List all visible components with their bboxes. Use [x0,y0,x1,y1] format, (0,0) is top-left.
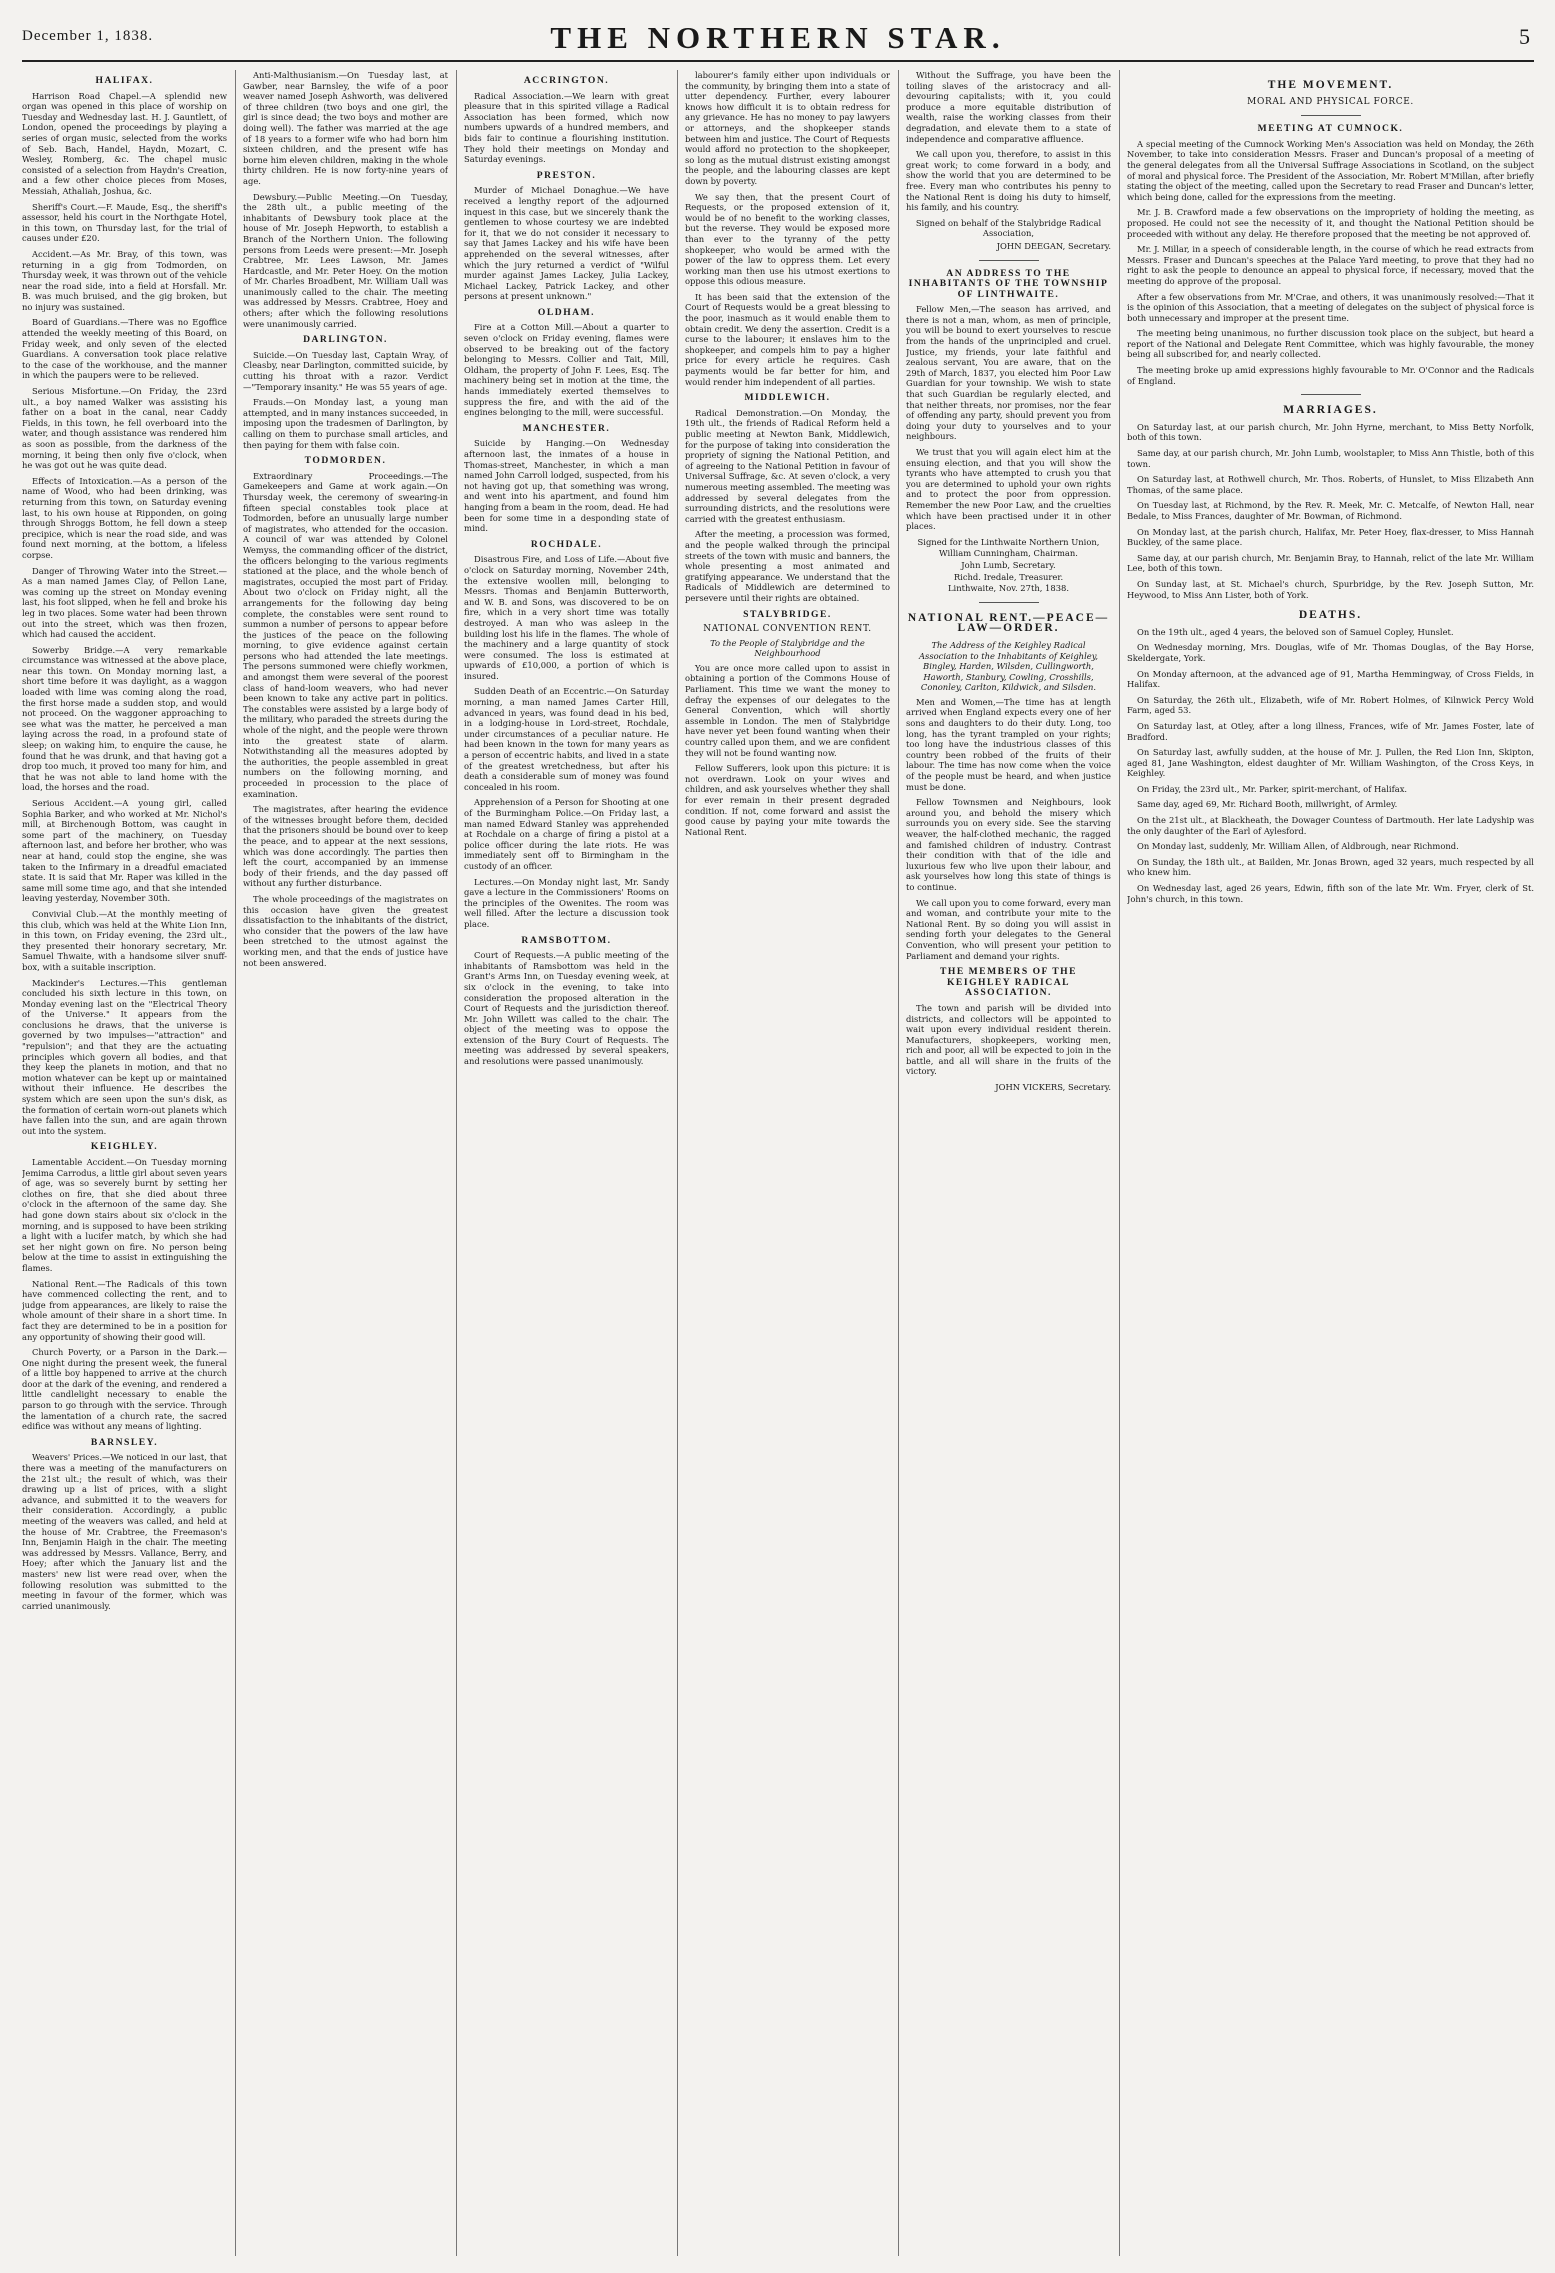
section-heading-keighley: KEIGHLEY. [90,1141,159,1153]
article-paragraph: National Rent.—The Radicals of this town have commenced collecting the rent, and to judge from appearances, are likely to raise the whole amount of their share in a short time. In fact they are determined to be in a position for any opportunity of showing their good will. [22,1278,227,1342]
article-paragraph: A special meeting of the Cumnock Working Men's Association was held on Monday, the 26th November, to take into consideration Messrs. Fraser and Duncan's proposal of a meeting of the general delegates from all the Universal Suffrage Associations in Scotland, on the subject of moral and physical force. The President of the Association, Mr. Robert M'Millan, after briefly stating the object of the meeting, called upon the Secretary to read Fraser and Duncan's letter, which being done, called for the expressions from the meeting. [1127,138,1534,202]
subheading-convention-rent: NATIONAL CONVENTION RENT. [703,624,872,635]
article-paragraph: Board of Guardians.—There was no Egoffice attended the weekly meeting of this Board, on Friday week, and only seven of the elected Guardians. A conversation took place relative to the case of the workhouse, and the manner in which the paupers were to be relieved. [22,317,227,381]
article-paragraph: Harrison Road Chapel.—A splendid new organ was opened in this place of worship on Tuesday and Wednesday last. H. J. Gauntlett, of London, opened the proceedings by playing a series of organ music, selected from the works of Seb. Bach, Handel, Haydn, Mozart, C. Wesley, Romberg, &c. The chapel music consisted of a selection from Haydn's Creation, and a few other choice pieces from Moses, Messiah, Athaliah, Joshua, &c. [22,90,227,196]
address-line: The Address of the Keighley Radical Association to the Inhabitants of Keighley, Bingley, Harden, Wilsden, Cullingworth, Haworth, Stanbury, Cowling, Crosshills, Cononley, Carlton, Kildwick, and Silsden. [919,639,1098,693]
section-heading-accrington: ACCRINGTON. [523,75,610,86]
section-heading-barnsley: BARNSLEY. [90,1436,159,1448]
section-heading-manchester: MANCHESTER. [522,422,611,434]
subheading-moral-physical: MORAL AND PHYSICAL FORCE. [1247,96,1414,107]
article-paragraph: Radical Association.—We learn with great pleasure that in this spirited village a Radical Association has been formed, which now numbers upwards of a hundred members, and bids fair to continue a flourishing institution. They hold their meetings on Monday and Saturday evenings. [464,90,669,165]
section-heading-marriages: MARRIAGES. [1283,404,1378,417]
article-paragraph: Church Poverty, or a Parson in the Dark.—One night during the present week, the funeral of a little boy happened to arrive at the church door at the dark of the evening, and rendered a little candlelight necessary to enable the parson to go through with the service. Through the lamentation of a church rate, the sacred edifice was without any means of lighting. [22,1347,227,1432]
article-paragraph: The meeting broke up amid expressions highly favourable to Mr. O'Connor and the Radicals of England. [1127,365,1534,386]
article-paragraph: Without the Suffrage, you have been the toiling slaves of the aristocracy and all-devouring capitalists; with it, you could produce a more equitable distribution of wealth, raise the working classes from their degradation, and elevate them to a state of independence and comparative affluence. [906,70,1111,144]
section-heading-preston: PRESTON. [536,169,597,181]
signature-name: John Lumb, Secretary. [961,559,1056,570]
article-paragraph: Men and Women,—The time has at length arrived when England expects every one of her sons and daughters to do their duty. Long, too long, has the tyrant trampled on your rights; too long have the industrious classes of this country been robbed of the fruits of their labour. The time has now come when the voice of the people must be heard, and when justice must be done. [906,696,1111,792]
masthead [22,18,1534,62]
notice-paragraph: On Monday last, at the parish church, Halifax, Mr. Peter Hoey, flax-dresser, to Miss Hannah Buckley, of the same place. [1127,526,1534,548]
notice-paragraph: On Friday, the 23rd ult., Mr. Parker, spirit-merchant, of Halifax. [1137,783,1408,794]
section-heading-linthwaite-address: AN ADDRESS TO THE INHABITANTS OF THE TOWNSHIP OF LINTHWAITE. [908,267,1109,300]
column-4 [685,70,890,2256]
notice-paragraph: On Monday last, suddenly, Mr. William Allen, of Aldbrough, near Richmond. [1137,841,1459,852]
notice-paragraph: On the 19th ult., aged 4 years, the beloved son of Samuel Copley, Hunslet. [1137,626,1454,637]
signature-name: Richd. Iredale, Treasurer. [953,571,1064,582]
issue-date: December 1, 1838. [22,28,154,44]
column-rule [677,70,678,2256]
divider [979,602,1039,603]
article-paragraph: Effects of Intoxication.—As a person of the name of Wood, who had been drinking, was returning from this town, on Saturday evening last, to his own house at Ripponden, on going through Shroggs Bottom, he fell down a steep precipice, which is near the road side, and was found next morning, at the bottom, a lifeless corpse. [22,475,227,560]
notice-paragraph: Same day, at our parish church, Mr. Benjamin Bray, to Hannah, relict of the late Mr. William Lee, both of this town. [1127,552,1534,574]
notice-paragraph: On Saturday last, awfully sudden, at the house of Mr. J. Pullen, the Red Lion Inn, Skipton, aged 81, Jane Washington, eldest daughter of Mr. William Washington, of the Cross Keys, in Keighley. [1127,747,1534,779]
article-paragraph: The town and parish will be divided into districts, and collectors will be appointed to wait upon every individual resident therein. Manufacturers, shopkeepers, working men, rich and poor, all will be expected to join in the battle, and all will share in the fruits of the victory. [906,1002,1111,1077]
article-paragraph: Fellow Men,—The season has arrived, and there is not a man, whom, as men of principle, you will be bound to exert yourselves to rescue from the hands of the unprincipled and cruel. Justice, my friends, your late faithful and zealous servant, You are aware, that on the 29th of March, 1837, you elected him Poor Law Guardian for your township. We wish to state that such Guardian be regularly elected, and that neither threats, nor promises, nor the fear of offending any party, should prevent you from doing your duty to yourselves and to your neighbours. [906,304,1111,442]
column-rule [898,70,899,2256]
article-paragraph: Frauds.—On Monday last, a young man attempted, and in many instances succeeded, in imposing upon the tradesmen of Darlington, by calling on them to purchase small articles, and then paying for them with false coin. [243,397,448,450]
article-paragraph: Suicide by Hanging.—On Wednesday afternoon last, the inmates of a house in Thomas-street, Manchester, in which a man named John Carroll lodged, suspected, from his not having got up, that something was wrong, and went into his apartment, and found him hanging from a beam in the room, dead. He had been for some time in a desponding state of mind. [464,438,669,534]
section-heading-ramsbottom: RAMSBOTTOM. [521,934,612,946]
article-paragraph: Mackinder's Lectures.—This gentleman concluded his sixth lecture in this town, on Monday evening last on the "Electrical Theory of the Universe." It appears from the conclusions he draws, that the universe is governed by two impulses—"attraction" and "repulsion"; and that they are the actuating principles which govern all bodies, and that they keep the planets in motion, and that no motion whatever can be kept up or maintained without their influence. He describes the system which are seen upon the sun's disk, as the formation of certain worn-out planets which have fallen into the sun, and are again thrown out into the system. [22,977,227,1136]
article-paragraph: Anti-Malthusianism.—On Tuesday last, at Gawber, near Barnsley, the wife of a poor weaver named Joseph Ashworth, was delivered of three children (two boys and one girl, the girl is since dead; the two boys and mother are doing well). The father was married at the age of 18 years to a former wife who had born him sixteen children, and the present wife has borne him eleven children, making in the whole thirty children. He is now forty-nine years of age. [243,70,448,186]
article-paragraph: Serious Misfortune.—On Friday, the 23rd ult., a boy named Walker was assisting his father on a boat in the canal, near Caddy Fields, in this town, he fell overboard into the water, and though assistance was rendered him as soon as possible, from the darkness of the morning, it being then only five o'clock, when he was got out he was quite dead. [22,386,227,471]
signature-date: Linthwaite, Nov. 27th, 1838. [947,583,1070,594]
address-line: To the People of Stalybridge and the Neighbourhood [710,637,865,659]
article-paragraph: Apprehension of a Person for Shooting at one of the Burmingham Police.—On Friday last, a man named Edward Stanley was apprehended at Rochdale on a charge of firing a pistol at a police officer during the late riots. He was immediately sent off to Birmingham in the custody of an officer. [464,797,669,871]
article-paragraph: Disastrous Fire, and Loss of Life.—About five o'clock on Saturday morning, November 24th, the extensive woollen mill, belonging to Messrs. Thomas and Benjamin Butterworth, and W. B. and Sons, was discovered to be on fire, which in a very short time was totally destroyed. A man who was asleep in the building lost his life in the flames. The whole of the machinery and a large quantity of stock were consumed. The loss is estimated at upwards of £10,000, a portion of which is insured. [464,554,669,681]
notice-paragraph: On the 21st ult., at Blackheath, the Dowager Countess of Dartmouth. Her late Ladyship was the only daughter of the Earl of Aylesford. [1127,815,1534,836]
notice-paragraph: On Saturday last, at Rothwell church, Mr. Thos. Roberts, of Hunslet, to Miss Elizabeth Ann Thomas, of the same place. [1127,474,1534,495]
section-heading-halifax: HALIFAX. [95,75,154,86]
notice-paragraph: On Saturday, the 26th ult., Elizabeth, wife of Mr. Robert Holmes, of Kilnwick Percy Wold Farm, aged 53. [1127,694,1534,716]
section-heading-cumnock: MEETING AT CUMNOCK. [1257,123,1404,135]
article-paragraph: Radical Demonstration.—On Monday, the 19th ult., the friends of Radical Reform held a public meeting at Newton Bank, Middlewich, for the purpose of taking into consideration the propriety of signing the National Petition, and of agreeing to the National Petition in favour of Universal Suffrage, &c. At seven o'clock, a very numerous meeting assembled. The meeting was addressed by several delegates from the surrounding districts, and the resolutions were carried with the greatest enthusiasm. [685,407,890,524]
section-heading-movement: THE MOVEMENT. [1267,79,1394,91]
article-paragraph: The meeting being unanimous, no further discussion took place on the subject, but heard a report of the National and Delegate Rent Committee, which was highly favourable, the money being all subscribed for, and nearly collected. [1127,328,1534,360]
divider [979,260,1039,261]
section-heading-deaths: DEATHS. [1298,609,1363,622]
section-heading-rochdale: ROCHDALE. [530,538,603,550]
article-paragraph: It has been said that the extension of the Court of Requests would be a great blessing to the poor, inasmuch as it would enable them to obtain credit. We deny the assertion. Credit is a curse to the labourer; it enslaves him to the shopkeeper, and compels him to pay a higher price for every article he requires. Cash payments would be far better for him, and would render him independent of all parties. [685,291,890,387]
article-paragraph: The magistrates, after hearing the evidence of the witnesses brought before them, decided that the prisoners should be bound over to keep the peace, and to appear at the next sessions, which was done accordingly. The parties then left the court, accompanied by an immense body of their friends, and the day passed off without any further disturbance. [243,804,448,889]
article-paragraph: Serious Accident.—A young girl, called Sophia Barker, and who worked at Mr. Nichol's mill, at Birchenough Bottom, was caught in some part of the machinery, on Tuesday afternoon last, and before her brother, who was near at hand, could stop the engine, she was taken to the Infirmary in a dreadful emaciated state. It is said that Mr. Raper was killed in the same mill some time ago, and that she intended leaving yesterday, November 30th. [22,798,227,904]
section-heading-national-rent: NATIONAL RENT.—PEACE—LAW—ORDER. [907,611,1110,635]
signature-name: William Cunningham, Chairman. [939,548,1078,559]
notice-paragraph: On Wednesday morning, Mrs. Douglas, wife of Mr. Thomas Douglas, of the Bay Horse, Skeldergate, York. [1127,642,1534,663]
article-paragraph: Fellow Sufferers, look upon this picture: it is not overdrawn. Look on your wives and children, and ask yourselves whether they shall for ever remain in their present degraded condition. If not, come forward and assist the good cause by paying your mite towards the National Rent. [685,763,890,837]
signature-name: JOHN VICKERS, Secretary. [995,1082,1111,1093]
column-2 [243,70,448,2256]
section-heading-middlewich: MIDDLEWICH. [744,392,831,404]
column-3 [464,70,669,2256]
article-paragraph: Dewsbury.—Public Meeting.—On Tuesday, the 28th ult., a public meeting of the inhabitants of Dewsbury took place at the house of Mr. Joseph Hepworth, to establish a Branch of the Northern Union. The following persons from Leeds were present:—Mr. Joseph Crabtree, Mr. Lees Lawson, Mr. James Hardcastle, and Mr. Peter Hoey. On the motion of Mr. Charles Broadbent, Mr. William Uall was unanimously called to the chair. The meeting was addressed by Messrs. Crabtree, Hoey and others; after which the following resolutions were unanimously carried. [243,191,448,329]
article-paragraph: Sowerby Bridge.—A very remarkable circumstance was witnessed at the above place, near this town. On Monday morning last, a short time before it was daylight, as a waggon loaded with lime was coming along the road, the first horse made a sudden stop, and would not proceed. On the waggoner approaching to see what was the matter, he perceived a man laying across the road, in a profound state of sleep; on waking him, to enquire the cause, he found that he was drunk, and that having got a drop too much, it proved too many for him, and that he was not able to land home with the load, the horses and the road. [22,644,227,793]
notice-paragraph: On Sunday last, at St. Michael's church, Spurbridge, by the Rev. Joseph Sutton, Mr. Heywood, to Miss Ann Lister, both of York. [1127,578,1534,600]
article-paragraph: We call upon you to come forward, every man and woman, and contribute your mite to the National Rent. By so doing you will assist in sending forth your delegates to the General Convention, who will present your petition to Parliament and demand your rights. [906,897,1111,961]
article-paragraph: Court of Requests.—A public meeting of the inhabitants of Ramsbottom was held in the Grant's Arms Inn, on Tuesday evening week, at six o'clock in the evening, to take into consideration the proposed alteration in the Court of Requests and the jurisdiction thereof. Mr. John Willett was called to the chair. The object of the meeting was to oppose the extension of the Bury Court of Requests. The meeting was addressed by several speakers, and resolutions were passed unanimously. [464,950,669,1067]
newspaper-title: THE NORTHERN STAR. [550,20,1006,55]
divider [1301,394,1361,395]
article-paragraph: Mr. J. Millar, in a speech of considerable length, in the course of which he read extracts from Messrs. Fraser and Duncan's speeches at the Palace Yard meeting, to prove that they had no right to ask the people to denounce an appeal to physical force, if necessary, moved that the meeting do approve of the proposal. [1127,244,1534,286]
article-paragraph: Sudden Death of an Eccentric.—On Saturday morning, a man named James Carter Hill, advanced in years, was found dead in his bed, in a lodging-house in Lord-street, Rochdale, under circumstances of a peculiar nature. He had been known in the town for many years as a person of eccentric habits, and lived in a state of the greatest wretchedness, but after his death a considerable sum of money was found concealed in his room. [464,686,669,792]
column-rule [235,70,236,2256]
notice-paragraph: On Sunday, the 18th ult., at Bailden, Mr. Jonas Brown, aged 32 years, much respected by all who knew him. [1127,856,1534,878]
column-rule [1119,70,1120,2256]
section-heading-oldham: OLDHAM. [537,306,596,318]
signature-name: JOHN DEEGAN, Secretary. [996,240,1111,251]
column-rule [456,70,457,2256]
article-paragraph: Extraordinary Proceedings.—The Gamekeepers and Game at work again.—On Thursday week, the ceremony of swearing-in fifteen special constables took place at Todmorden, before an unusually large number of magistrates, who attended for the occasion. A council of war was attended by Colonel Wemyss, the commanding officer of the district, the officers belonging to the various regiments stationed at the place, and the whole bench of magistrates, occupied the most part of Friday. About two o'clock on Friday night, all the arrangements for the following day being complete, the constables were sent round to summon a number of persons to appear before the justices of the peace on the following morning, to give evidence against certain persons who had attended the late meetings. The persons summoned were chiefly workmen, and amongst them were several of the poorest class of hand-loom weavers, who had never been known to take any active part in politics. The constables were assisted by a large body of the military, who paraded the streets during the whole of the night, and the people were thrown into the greatest state of alarm. Notwithstanding all the measures adopted by the authorities, the people assembled in great numbers on the following morning, and proceeded in procession to the place of examination. [243,470,448,799]
article-paragraph: We say then, that the present Court of Requests, or the proposed extension of it, would be of no benefit to the working classes, but the reverse. They would be exposed more than ever to the tyranny of the petty shopkeeper, who would be armed with the power of the law to oppress them. Let every working man then use his utmost exertions to oppose this odious measure. [685,191,890,287]
article-paragraph: We call upon you, therefore, to assist in this great work; to come forward in a body, and show the world that you are determined to be free. Every man who contributes his penny to the National Rent is doing his duty to himself, his family, and his country. [906,149,1111,213]
article-paragraph: Fellow Townsmen and Neighbours, look around you, and behold the misery which surrounds you on every side. See the starving weaver, the half-clothed mechanic, the ragged and famished children of industry. Contrast their condition with that of the idle and luxurious few who live upon their labour, and ask yourselves how long this state of things is to continue. [906,797,1111,892]
notice-paragraph: Same day, at our parish church, Mr. John Lumb, woolstapler, to Miss Ann Thistle, both of this town. [1127,448,1534,469]
article-paragraph: You are once more called upon to assist in obtaining a portion of the Commons House of Parliament. This time we want the money to defray the expenses of our delegates to the General Convention, which will shortly assemble in London. The men of Stalybridge have never yet been found wanting when their country called upon them, and we are confident they will not be found wanting now. [685,662,890,758]
page-number: 5 [1519,24,1530,49]
article-paragraph: labourer's family either upon individuals or the community, by bringing them into a state of utter dependency. Further, every labourer knows how difficult it is to obtain redress for any grievance. He has no money to pay lawyers or attorneys, and the shopkeeper stands between him and justice. The Court of Requests would afford no protection to the shopkeeper, so long as the mutual distrust existing amongst the people, and the labouring classes are kept down by poverty. [685,70,890,186]
notice-paragraph: On Tuesday last, at Richmond, by the Rev. R. Meek, Mr. C. Metcalfe, of Newton Hall, near Bedale, to Miss Frances, daughter of Mr. Bowman, of Richmond. [1127,500,1534,521]
section-heading-stalybridge: STALYBRIDGE. [743,608,832,620]
article-paragraph: Weavers' Prices.—We noticed in our last, that there was a meeting of the manufacturers on the 21st ult.; the result of which, was their drawing up a list of prices, with a slight advance, and submitted it to the weavers for their consideration. Accordingly, a public meeting of the weavers was called, and held at the house of Mr. Crabtree, the Freemason's Inn, Benjamin Haigh in the chair. The meeting was addressed by Messrs. Vallance, Berry, and Hoey; after which the January list and the masters' new list were read over, when the following resolution was submitted to the meeting in favour of the former, which was carried unanimously. [22,1452,227,1611]
notice-paragraph: On Monday afternoon, at the advanced age of 91, Martha Hemmingway, of Cross Fields, in Halifax. [1127,668,1534,690]
divider [1301,115,1361,116]
article-paragraph: The whole proceedings of the magistrates on this occasion have given the greatest dissatisfaction to the inhabitants of the district, who consider that the powers of the law have been stretched to the utmost against the working men, and that the ends of justice have not been answered. [243,893,448,968]
article-paragraph: After a few observations from Mr. M'Crae, and others, it was unanimously resolved:—That it is the opinion of this Association, that a meeting of delegates on the subject of physical force is both unnecessary and improper at the present time. [1127,291,1534,323]
notice-paragraph: On Saturday last, at our parish church, Mr. John Hyrne, merchant, to Miss Betty Norfolk, both of this town. [1127,421,1534,443]
article-paragraph: Sheriff's Court.—F. Maude, Esq., the sheriff's assessor, held his court in the Northgate Hotel, in this town, on Thursday last, for the trial of causes under £20. [22,201,227,244]
article-paragraph: Danger of Throwing Water into the Street.—As a man named James Clay, of Pellon Lane, was coming up the street on Monday evening last, his foot slipped, when he fell and broke his leg in two places. Some water had been thrown out into the street, which was then frozen, which had caused the accident. [22,565,227,640]
article-paragraph: We trust that you will again elect him at the ensuing election, and that you will show the tyrants who have attempted to crush you that you are determined to uphold your own rights and to protect the poor from oppression. Remember the new Poor Law, and the cruelties which have been practised under it in other places. [906,447,1111,532]
notice-paragraph: On Saturday last, at Otley, after a long illness, Frances, wife of Mr. James Foster, late of Bradford. [1127,720,1534,742]
article-paragraph: Convivial Club.—At the monthly meeting of this club, which was held at the White Lion Inn, in this town, on Friday evening, the 23rd ult., they presented their honorary secretary, Mr. Samuel Thwaite, with a handsome silver snuff-box, with a suitable inscription. [22,908,227,972]
article-paragraph: Lectures.—On Monday night last, Mr. Sandy gave a lecture in the Commissioners' Rooms on the principles of the Owenites. The room was well filled. After the lecture a discussion took place. [464,876,669,929]
article-paragraph: After the meeting, a procession was formed, and the people walked through the principal streets of the town with music and banners, the whole presenting a most animated and gratifying appearance. We understand that the Radicals of Middlewich are determined to persevere until their rights are obtained. [685,529,890,603]
article-paragraph: Accident.—As Mr. Bray, of this town, was returning in a gig from Todmorden, on Thursday week, it was thrown out of the vehicle near the road side, into a field at Horsfall. Mr. B. was much bruised, and the gig broken, but no injury was sustained. [22,248,227,312]
section-heading-darlington: DARLINGTON. [303,334,388,346]
article-paragraph: Suicide.—On Tuesday last, Captain Wray, of Cleasby, near Darlington, committed suicide, by cutting his throat with a razor. Verdict—"Temporary insanity." He was 55 years of age. [243,349,448,392]
article-paragraph: Lamentable Accident.—On Tuesday morning Jemima Carrodus, a little girl about seven years of age, was so severely burnt by setting her clothes on fire, that she died about three o'clock in the afternoon of the same day. She had gone down stairs about six o'clock in the morning, and is supposed to have been striking a light with a lucifer match, by which she had set her night gown on fire. No person being below at the time to assist in extinguishing the flames. [22,1157,227,1273]
signature-line: Signed on behalf of the Stalybridge Radical Association, [915,217,1102,239]
section-heading-todmorden: TODMORDEN. [304,455,387,467]
notice-paragraph: Same day, aged 69, Mr. Richard Booth, millwright, of Armley. [1137,799,1398,810]
section-heading-keighley-radical: THE MEMBERS OF THE KEIGHLEY RADICAL ASSOCIATION. [939,966,1078,999]
column-1 [22,70,227,2256]
column-5 [906,70,1111,2256]
article-paragraph: Mr. J. B. Crawford made a few observations on the impropriety of holding the meeting, as proposed. He could not see the necessity of it, and thought the National Petition should be proceeded with without any delay. He therefore proposed that the meeting be not approved of. [1127,207,1534,239]
article-paragraph: Murder of Michael Donaghue.—We have received a lengthy report of the adjourned inquest in this case, but we sincerely thank the gentlemen to whose courtesy we are indebted for it, that we do not consider it necessary to say that James Lackey and his wife have been apprehended on the several witnesses, after which the jury returned a verdict of "Wilful murder against James Lackey, Julia Lackey, Michael Lackey, Patrick Lackey, and other persons at present unknown." [464,185,669,302]
column-6 [1127,70,1534,2256]
signature-line: Signed for the Linthwaite Northern Union, [917,536,1100,547]
notice-paragraph: On Wednesday last, aged 26 years, Edwin, fifth son of the late Mr. Wm. Fryer, clerk of St. John's church, in this town. [1127,883,1534,904]
article-paragraph: Fire at a Cotton Mill.—About a quarter to seven o'clock on Friday evening, flames were observed to be breaking out of the factory belonging to Messrs. Collier and Tait, Mill, Oldham, the property of John F. Lees, Esq. The machinery being set in motion at the time, the hands immediately exerted themselves to suppress the fire, and with the aid of the engines belonging to the mill, were successful. [464,322,669,418]
